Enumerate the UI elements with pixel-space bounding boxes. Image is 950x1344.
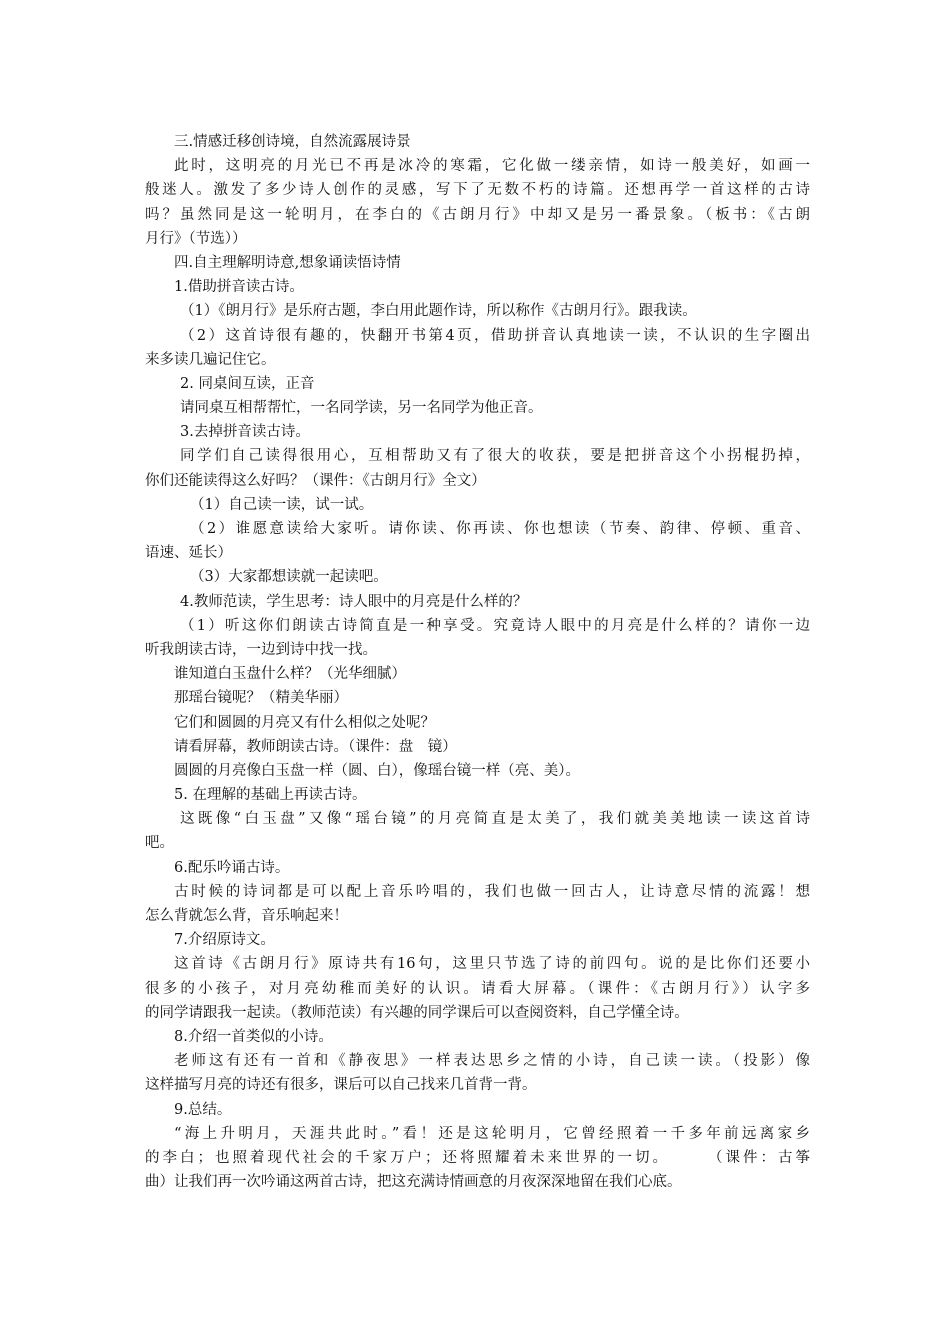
- text-line: 此时，这明亮的月光已不再是冰冷的寒霜，它化做一缕亲情，如诗一般美好，如画一: [174, 158, 810, 175]
- text-line: 语速、延长）: [145, 545, 232, 562]
- text-line: （1）自己读一读，试一试。: [190, 496, 374, 513]
- text-line: 1.借助拼音读古诗。: [174, 279, 304, 296]
- text-line: 的同学请跟我一起读。（教师范读）有兴趣的同学课后可以查阅资料，自己学懂全诗。: [145, 1004, 689, 1021]
- text-line: 来多读几遍记住它。: [145, 351, 276, 368]
- text-line: 请同桌互相帮帮忙，一名同学读，另一名同学为他正音。: [180, 400, 543, 417]
- text-line: 3.去掉拼音读古诗。: [180, 424, 310, 441]
- text-line: 2. 同桌间互读，正音: [180, 375, 315, 392]
- text-line: 同学们自己读得很用心，互相帮助又有了很大的收获，要是把拼音这个小拐棍扔掉，: [180, 448, 810, 465]
- text-line: 四.自主理解明诗意,想象诵读悟诗情: [174, 254, 401, 271]
- text-line: 的李白；也照着现代社会的千家万户；还将照耀着未来世界的一切。 （课件：古筝: [145, 1149, 810, 1166]
- text-line: 谁知道白玉盘什么样？（光华细腻）: [174, 666, 406, 683]
- text-line: 5. 在理解的基础上再读古诗。: [174, 787, 367, 804]
- text-line: 般迷人。激发了多少诗人创作的灵感，写下了无数不朽的诗篇。还想再学一首这样的古诗: [145, 182, 810, 199]
- text-line: 听我朗读古诗，一边到诗中找一找。: [145, 641, 377, 658]
- text-line: 老师这有还有一首和《静夜思》一样表达思乡之情的小诗，自己读一读。（投影）像: [174, 1053, 810, 1070]
- text-line: 8.介绍一首类似的小诗。: [174, 1028, 333, 1045]
- text-line: 吗？虽然同是这一轮明月，在李白的《古朗月行》中却又是另一番景象。（板书：《古朗: [145, 206, 810, 223]
- text-line: 9.总结。: [174, 1101, 232, 1118]
- document-body: [145, 130, 810, 1194]
- text-line: （2）谁愿意读给大家听。请你读、你再读、你也想读（节奏、韵律、停顿、重音、: [190, 521, 810, 537]
- text-line: “海上升明月，天涯共此时。”看！还是这轮明月，它曾经照着一千多年前远离家乡: [174, 1125, 810, 1142]
- text-line: 这既像“白玉盘”又像“瑶台镜”的月亮简直是太美了，我们就美美地读一读这首诗: [180, 811, 810, 828]
- text-line: 曲）让我们再一次吟诵这两首古诗，把这充满诗情画意的月夜深深地留在我们心底。: [145, 1174, 682, 1191]
- text-line: 请看屏幕，教师朗读古诗。（课件：盘 镜）: [174, 738, 457, 755]
- text-line: 6.配乐吟诵古诗。: [174, 859, 290, 876]
- text-line: （2）这首诗很有趣的，快翻开书第4页，借助拼音认真地读一读，不认识的生字圈出: [180, 327, 810, 344]
- text-line: （1）《朗月行》是乐府古题，李白用此题作诗，所以称作《古朗月行》。跟我读。: [180, 303, 697, 320]
- text-line: 三.情感迁移创诗境，自然流露展诗景: [174, 134, 411, 150]
- text-line: 这样描写月亮的诗还有很多，课后可以自己找来几首背一背。: [145, 1077, 537, 1094]
- text-line: （1）听这你们朗读古诗简直是一种享受。究竟诗人眼中的月亮是什么样的？请你一边: [180, 617, 810, 634]
- text-line: 那瑶台镜呢？（精美华丽）: [174, 690, 348, 707]
- text-line: 它们和圆圆的月亮又有什么相似之处呢？: [174, 714, 435, 731]
- text-line: 怎么背就怎么背，音乐响起来！: [145, 908, 348, 924]
- text-line: 你们还能读得这么好吗？（课件：《古朗月行》全文）: [145, 472, 486, 489]
- text-line: 圆圆的月亮像白玉盘一样（圆、白），像瑶台镜一样（亮、美）。: [174, 762, 580, 779]
- text-line: 很多的小孩子，对月亮幼稚而美好的认识。请看大屏幕。（课件：《古朗月行》）认字多: [145, 980, 810, 997]
- text-line: 吧。: [145, 835, 174, 852]
- text-line: 7.介绍原诗文。: [174, 932, 275, 949]
- text-line: 古时候的诗词都是可以配上音乐吟唱的，我们也做一回古人，让诗意尽情的流露！想: [174, 883, 810, 900]
- text-line: 4.教师范读，学生思考：诗人眼中的月亮是什么样的？: [180, 593, 528, 610]
- text-line: 月行》（节选））: [145, 230, 247, 247]
- text-line: 这首诗《古朗月行》原诗共有16句，这里只节选了诗的前四句。说的是比你们还要小: [174, 956, 810, 973]
- text-line: （3）大家都想读就一起读吧。: [190, 569, 388, 586]
